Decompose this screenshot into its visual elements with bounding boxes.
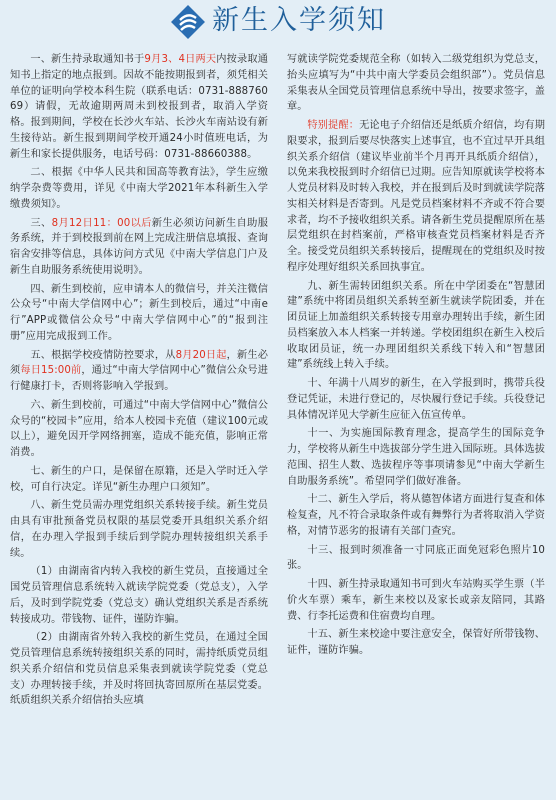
notice-paragraph-p11 [287,426,545,489]
notice-paragraph-p8a [10,564,268,627]
paragraph-text: 写就读学院党委规范全称（如转入二级党组织为党总支，抬头应填写为“中共中南大学委员会组织部”）。党员信息采集表从全国党员管理信息系统中导出，按要求签字，盖章。 [287,54,545,113]
paragraph-text: 十四、新生持录取通知书可到火车站购买学生票（半价火车票）乘车，新生来校以及家长或亲友陪同，其路费、行李托运费和住宿费均自理。 [287,579,545,622]
notice-paragraph-p15 [287,627,545,659]
notice-paragraph-p8b-cont [287,52,545,115]
highlight-text: 9月3、4日两天 [144,54,217,65]
paragraph-text: 九、新生需转团组织关系。所在中学团委在“智慧团建”系统中将团员组织关系转至新生就读学院团委，并在团员证上加盖组织关系转接专用章办理转出手续，新生团员档案放入本人档案一并转递。学校团组织在新生入校后收取团员证，统一办理团组织关系线下转入和“智慧团建”系统线上转入手续。 [287,280,545,371]
paragraph-text: 一、新生持录取通知书于 [30,54,145,65]
highlight-text: 8月12日11：00以后 [51,217,152,229]
paragraph-text: ，通过“中南大学信网中心”微信公众号进行健康打卡，否则将影响入学报到。 [10,365,268,392]
notice-paragraph-p13 [287,543,545,575]
paragraph-text: 五、根据学校疫情防控要求，从 [30,349,176,361]
paragraph-text: 四、新生到校前，应申请本人的微信号，并关注微信公众号“中南大学信网中心”；新生到校后，通过“中南e行”APP或微信公众号“中南大学信网中心”的“报到注册”应用完成报到工作。 [10,283,268,342]
notice-paragraph-p6 [10,398,268,461]
paragraph-text: 十五、新生来校途中要注意安全，保管好所带钱物、证件，谨防诈骗。 [287,629,545,656]
paragraph-text: 二、根据《中华人民共和国高等教育法》，学生应缴纳学杂费等费用，详见《中南大学2021年本科新生入学缴费须知》。 [10,167,268,210]
notice-paragraph-p8c [287,118,545,276]
paragraph-text: 七、新生的户口，是保留在原籍，还是入学时迁入学校，可自行决定。详见“新生办理户口须知”。 [10,465,268,493]
paragraph-text: 六、新生到校前，可通过“中南大学信网中心”微信公众号的“校园卡”应用，给本人校园卡充值（建议100元或以上），避免因开学网络拥塞，造成不能充值，影响正常消费。 [10,399,268,458]
notice-paragraph-p12 [287,492,545,539]
highlight-text: 8月20日起 [175,349,227,361]
highlight-text: 每日15:00前 [20,365,82,377]
paragraph-text: 十、年满十八周岁的新生，在入学报到时，携带兵役登记凭证，未进行登记的，尽快履行登记手续。兵役登记具体情况详见大学新生应征入伍宣传单。 [287,378,545,421]
notice-paragraph-p2 [10,165,268,212]
left-column [10,52,268,712]
right-column [287,52,545,662]
notice-paragraph-p7 [10,464,268,496]
diamond-logo-icon [170,4,206,40]
highlight-text: 特别提醒： [307,120,360,131]
notice-paragraph-p4 [10,282,268,345]
paragraph-text: 三、 [30,217,52,229]
paragraph-text: 无论电子介绍信还是纸质介绍信，均有期限要求，报到后要尽快落实上述事宜，也不宜过早开具组织关系介绍信（建议毕业前半个月再开具纸质介绍信），以免来我校报到时介绍信已过期。应告知原就读学校将本人党员材料及时转入我校，并在报到后及时到就读学院落实相关材料是否寄到。凡是党员档案材料不齐或不符合要求者，均不予接收组织关系。请各新生党员提醒原所在基层党组织在封档案前，严格审核查党员档案材料是否齐全。接受党员组织关系转接后，提醒现在的党组织及时按程序处理好组织关系回执事宜。 [287,120,545,273]
paragraph-text: 十二、新生入学后，将从德智体诸方面进行复查和体检复查，凡不符合录取条件或有舞弊行为者将取消入学资格，对情节恶劣的报请有关部门查究。 [287,494,545,537]
notice-paragraph-p8b [10,630,268,709]
notice-paragraph-p9 [287,279,545,374]
page-title: 新生入学须知 [212,5,386,36]
paragraph-text: 八、新生党员需办理党组织关系转接手续。新生党员由具有审批预备党员权限的基层党委开具组织关系介绍信，在办理入学报到手续后到学院办理转接组织关系手续。 [10,500,268,559]
page-header [0,0,556,44]
notice-paragraph-p1 [10,52,268,162]
paragraph-text: 新生必须访问新生自助服务系统，并于到校报到前在网上完成注册信息填报、查询宿舍安排等信息，具体访问方式见《中南大学信息门户及新生自助服务系统使用说明》。 [10,217,268,276]
paragraph-text: 内按录取通知书上指定的地点报到。因故不能按期报到者，须凭相关单位的证明向学校本科生院（联系电话：0731-88876069）请假，无故逾期两周未到校报到者，取消入学资格。报到期间，学校在长沙火车站、长沙火车南站设有新生接待站。新生报到期间学校开通24小时值班电话，为新生和家长提供服务，电话号码：0731-88660388。 [10,54,268,160]
paragraph-text: 十一、为实施国际教育理念，提高学生的国际竞争力，学校将从新生中选拔部分学生进入国际班。具体选拔范围、招生人数、选拔程序等事项请参见“中南大学新生自助服务系统”。希望同学们做好准备。 [287,428,545,487]
notice-paragraph-p3 [10,216,268,279]
notice-paragraph-p5 [10,348,268,395]
notice-paragraph-p8 [10,498,268,561]
notice-paragraph-p10 [287,376,545,423]
paragraph-text: （1）由湖南省内转入我校的新生党员，直接通过全国党员管理信息系统转入就读学院党委（党总支），入学后，及时到学院党委（党总支）确认党组织关系是否系统转接成功。带钱物、证件，谨防诈骗。 [10,566,268,625]
notice-paragraph-p14 [287,577,545,624]
paragraph-text: ，新生必须 [10,349,269,377]
paragraph-text: 十三、报到时须准备一寸同底正面免冠彩色照片10张。 [287,544,545,572]
paragraph-text: （2）由湖南省外转入我校的新生党员，在通过全国党员管理信息系统转接组织关系的同时，需持纸质党员组织关系介绍信和党员信息采集表到就读学院党委（党总支）办理转接手续，并及时将回执寄回原所在基层党委。纸质组织关系介绍信抬头应填 [10,632,268,707]
